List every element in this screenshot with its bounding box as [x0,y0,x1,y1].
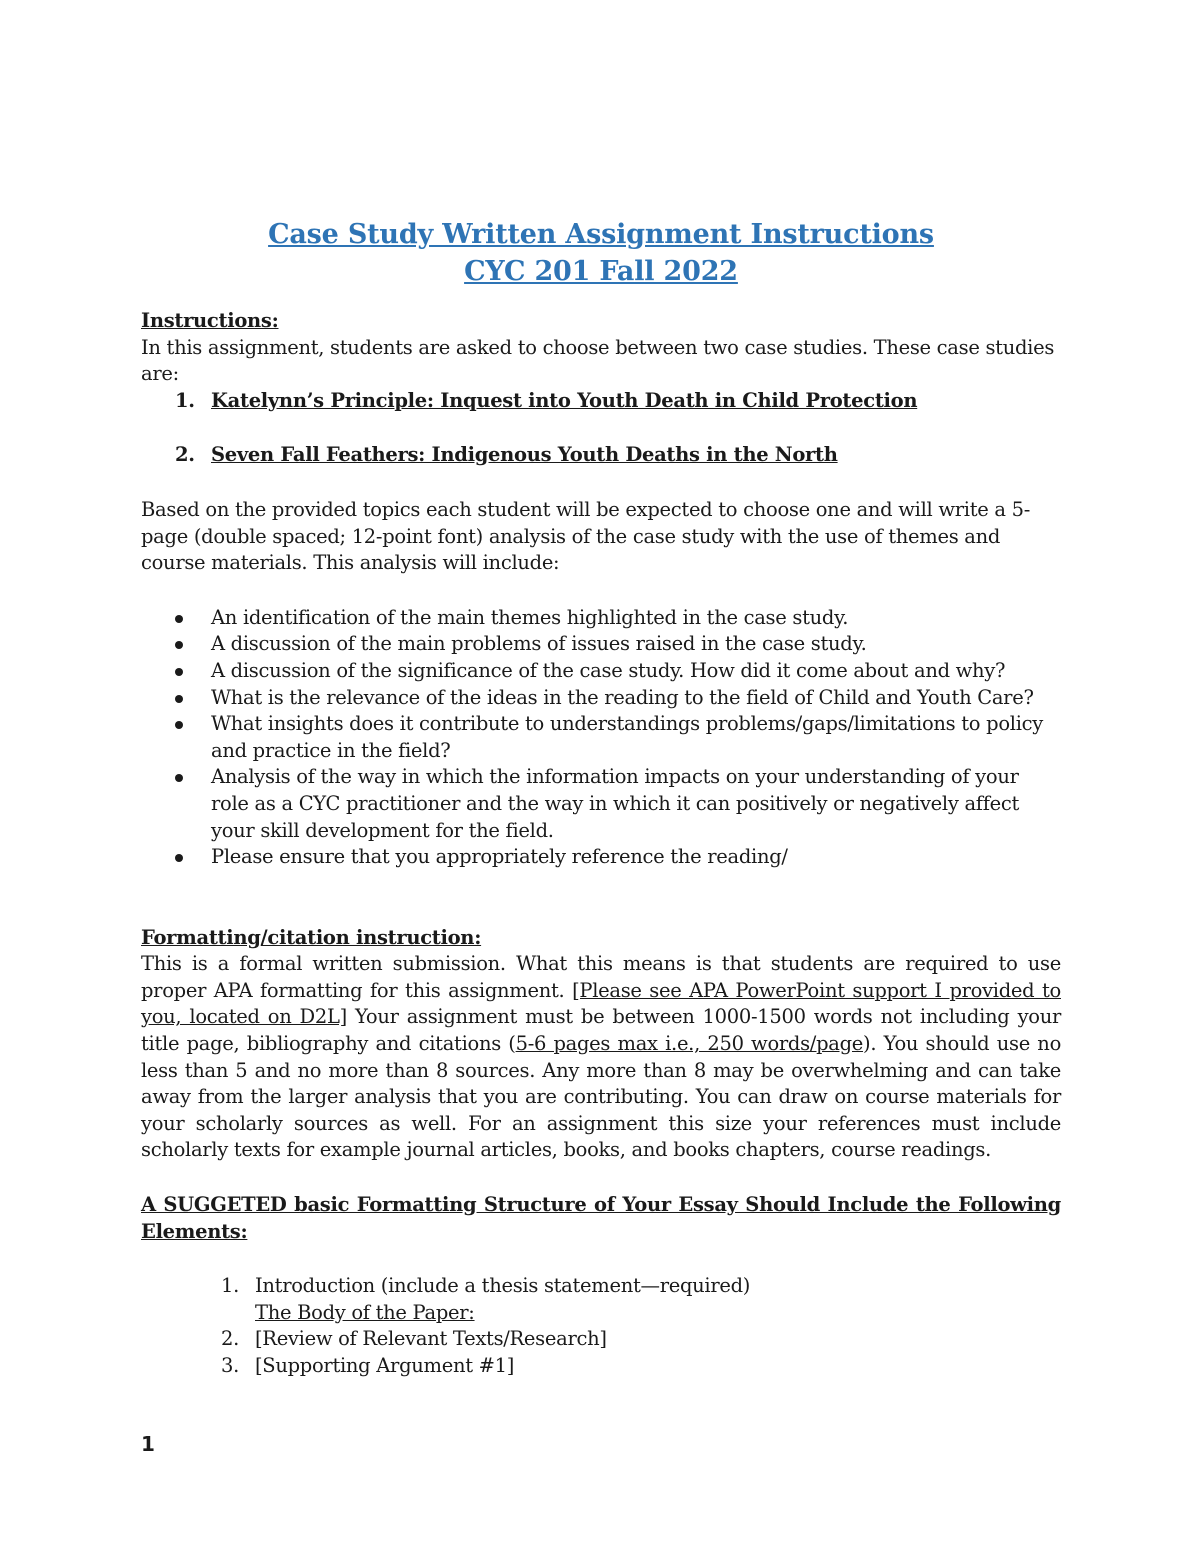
list-item [141,1353,1061,1380]
list-item [141,605,1061,632]
list-item [141,1273,1061,1300]
body-label: The Body of the Paper: [255,1300,475,1324]
list-item [141,1326,1061,1353]
spacer [141,469,1061,497]
case-study-title: Seven Fall Feathers: Indigenous Youth Deaths in the North [211,443,838,467]
formatting-heading: Formatting/citation instruction: [141,925,482,949]
list-number: 2. [221,1327,240,1351]
bullet-text: A discussion of the main problems of issues raised in the case study. [211,632,867,656]
list-number: 1. [221,1274,240,1298]
analysis-intro: Based on the provided topics each student will be expected to choose one and will write a 5-page (double spaced; 12-point font) analysis of the case study with the use of themes and course materials. This analysis will include: [141,497,1030,575]
list-item [141,844,1061,871]
spacer [141,577,1061,605]
analysis-bullets [141,605,1061,871]
structure-item-text: [Review of Relevant Texts/Research] [255,1327,607,1351]
list-item [141,388,1061,415]
bullet-text: An identification of the main themes highlighted in the case study. [211,605,849,629]
bullet-text: A discussion of the significance of the case study. How did it come about and why? [211,658,1006,682]
list-item [141,631,1061,658]
page-limit-note: 5-6 pages max i.e., 250 words/page [515,1032,864,1056]
document-content [141,216,1061,1380]
list-spacer [141,414,1061,442]
bullet-icon [175,615,183,623]
document-title: Case Study Written Assignment Instructions [268,219,934,250]
formatting-text-2: Your assignment must be between 1000-1500 words not including your title page, bibliography and citations ( [141,1005,1062,1056]
spacer [141,871,1061,925]
bullet-icon [175,695,183,703]
intro-paragraph: In this assignment, students are asked to choose between two case studies. These case studies are: [141,335,1055,386]
case-study-title: Katelynn’s Principle: Inquest into Youth Death in Child Protection [211,388,918,412]
list-item [141,442,1061,469]
bullet-icon [175,721,183,729]
bullet-text: What insights does it contribute to understandings problems/gaps/limitations to policy and practice in the field? [211,712,1043,762]
page-number: 1 [141,1432,155,1456]
formatting-text-1: This is a formal written submission. What this means is that students are required to use proper APA formatting for this assignment. [141,952,1061,1002]
list-number: 3. [221,1354,240,1377]
bullet-icon [175,854,183,862]
list-item [141,658,1061,685]
case-study-list [141,388,1061,469]
structure-list [141,1273,1061,1379]
structure-heading: A SUGGETED basic Formatting Structure of Your Essay Should Include the Following Elements: [141,1193,1061,1243]
bullet-text: What is the relevance of the ideas in the reading to the field of Child and Youth Care? [211,685,1034,709]
spacer [141,1164,1061,1192]
list-item [141,685,1061,712]
bullet-icon [175,774,183,782]
structure-item-text: Introduction (include a thesis statement—required) [255,1274,751,1298]
apa-support-link[interactable]: [Please see APA PowerPoint support I provided to you, located on D2L] [141,978,1061,1029]
list-number: 2. [175,443,195,467]
bullet-icon [175,668,183,676]
list-number: 1. [175,388,195,412]
spacer [141,1245,1061,1273]
instructions-heading: Instructions: [141,309,279,332]
list-item [141,764,1061,844]
title-block [141,216,1061,290]
formatting-paragraph [141,951,1061,1164]
course-title: CYC 201 Fall 2022 [464,256,738,287]
structure-item-text: [Supporting Argument #1] [255,1354,515,1377]
bullet-text: Please ensure that you appropriately reference the reading/ [211,845,788,869]
bullet-icon [175,641,183,649]
bullet-text: Analysis of the way in which the information impacts on your understanding of your role as a CYC practitioner and the way in which it can positively or negatively affect your skill development for the field. [211,765,1020,842]
list-item [141,711,1061,764]
formatting-text-3: ). You should use no less than 5 and no more than 8 sources. Any more than 8 may be overwhelming and can take away from the larger analysis that you are contributing. You can draw on course materials for your scholarly sources as well. For an assignment this size your references must include scholarly texts for example journal articles, books, and books chapters, course readings. [141,1032,1062,1162]
list-item [141,1300,1061,1327]
